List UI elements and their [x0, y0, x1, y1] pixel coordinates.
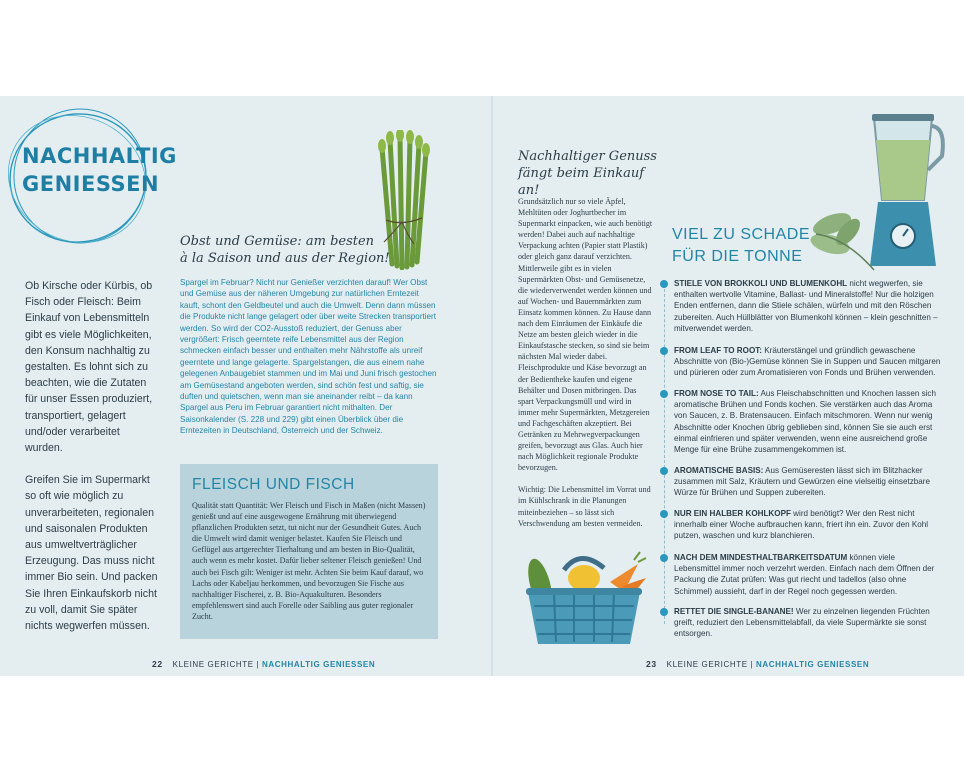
- folio-section: KLEINE GERICHTE |: [666, 660, 754, 669]
- tip-text: Kräuterstängel und gründlich gewaschene Abschnitte von (Bio-)Gemüse können Sie in Suppen und Saucen mitgaren und pürieren oder zum Aromatisieren von Fonds und Brühen verwenden.: [674, 346, 941, 378]
- heading-line: fängt beim Einkauf an!: [518, 166, 645, 198]
- tip-item: [674, 465, 942, 499]
- heading-line: Obst und Gemüse: am besten: [180, 234, 375, 249]
- shopping-text: [518, 196, 654, 529]
- box-title: FLEISCH UND FISCH: [192, 476, 355, 493]
- page-number: 22: [152, 659, 163, 669]
- title-line-2: FÜR DIE TONNE: [672, 248, 803, 265]
- tip-head: FROM LEAF TO ROOT:: [674, 346, 762, 355]
- title-line-1: NACHHALTIG: [22, 144, 177, 168]
- tip-item: [674, 388, 942, 455]
- folio-right: [646, 659, 869, 669]
- tip-head: FROM NOSE TO TAIL:: [674, 389, 759, 398]
- intro-text: [25, 278, 160, 634]
- heading-line: Nachhaltiger Genuss: [518, 149, 657, 164]
- blender-illustration: [866, 110, 946, 270]
- intro-paragraph: Greifen Sie im Supermarkt so oft wie möglich zu unverarbeiteten, regionalen und saisonalen Produkten aus umweltverträglicher Erzeugung. Das muss nicht immer Bio sein. Und packen Sie Ihren Einkaufskorb nicht zu voll, damit Sie später nichts wegwerfen müssen.: [25, 474, 158, 633]
- shopping-heading: [518, 148, 668, 199]
- tip-item: [674, 552, 942, 597]
- intro-paragraph: Ob Kirsche oder Kürbis, ob Fisch oder Fleisch: Beim Einkauf von Lebensmitteln gibt es viele Möglichkeiten, den Konsum nachhaltig zu gestalten. Es lohnt sich zu beachten, wie die Zutaten für unser Essen produziert, transportiert, gelagert und/oder verarbeitet wurden.: [25, 280, 153, 455]
- shopping-paragraph: Wichtig: Die Lebensmittel im Vorrat und im Kühlschrank in die Planungen miteinbeziehen – so lässt sich Verschwendung am besten vermeiden.: [518, 485, 651, 528]
- tips-title: [672, 224, 810, 268]
- tip-text: Aus Fleischabschnitten und Knochen lassen sich aromatische Brühen und Fonds kochen. Sie verstärken auch das Aroma von Saucen, z. B. Bratensaucen. Einfach mitschmoren. Wenn nur wenig Abschnitte oder Knochen übrig geblieben sind, können Sie sie auch erst einmal einfrieren und später verwenden, wenn eine ausreichend große Menge für eine Brühe zusammengekommen ist.: [674, 389, 936, 455]
- tip-head: NACH DEM MINDESTHALTBARKEITSDATUM: [674, 553, 848, 562]
- title-line-2: GENIESSEN: [22, 172, 160, 196]
- sage-leaves-illustration: [806, 204, 876, 274]
- tip-item: [674, 345, 942, 379]
- tip-text: können viele Lebensmittel immer noch verzehrt werden. Einfach nach dem Öffnen der Packung die Zutat prüfen: Was gut riecht und tadellos (also ohne Schimmel) aussieht, darf in der Regel noch gegessen werden.: [674, 553, 935, 596]
- vegetable-basket-illustration: [514, 550, 654, 650]
- folio-left: [152, 659, 375, 669]
- tip-text: Aus Gemüseresten lässt sich im Blitzhacker zusammen mit Salz, Kräutern und Gewürzen eine vielseitig einsetzbare Würze für Brühen und Suppen zubereiten.: [674, 466, 930, 498]
- tip-head: STIELE VON BROKKOLI UND BLUMENKOHL: [674, 279, 848, 288]
- tip-head: NUR EIN HALBER KOHLKOPF: [674, 509, 791, 518]
- season-text: Spargel im Februar? Nicht nur Genießer verzichten darauf! Wer Obst und Gemüse aus der näheren Umgebung zur natürlichen Erntezeit kauft, schont den Geldbeutel und auch die Umwelt. Denn dann müssen die Produkte nicht lange gelagert oder über weite Strecken transportiert werden. So wird der CO2-Ausstoß reduziert, der Genuss aber vergrößert: Frisch geerntete reife Lebensmittel aus der Region schmecken einfach besser und enthalten mehr Nährstoffe als unreif geerntete und lange gelagerte. Spargelstangen, die aus einem nahe gelegenen Anbaugebiet stammen und im Mai und Juni frisch gestochen am Gemüsestand angeboten werden, sind schön fest und saftig, sie duften und quietschen, wenn man sie aneinander reibt – da kann Spargel aus Peru im Februar garantiert nicht mithalten. Der Saisonkalender (S. 228 und 229) gibt einen Überblick über die Erntezeiten in Deutschland, Österreich und der Schweiz.: [180, 278, 437, 436]
- tip-head: RETTET DIE SINGLE-BANANE!: [674, 607, 794, 616]
- heading-line: à la Saison und aus der Region!: [180, 251, 390, 266]
- tip-item: [674, 606, 942, 640]
- season-heading: [180, 233, 410, 267]
- tip-text: Wer zu einzelnen liegenden Früchten greift, reduziert den Lebensmittelabfall, da viele Supermärkte sie sonst entsorgen.: [674, 607, 930, 639]
- dashed-divider: [664, 284, 665, 624]
- page-number: 23: [646, 659, 657, 669]
- box-text: Qualität statt Quantität: Wer Fleisch und Fisch in Maßen (nicht Massen) genießt und auf eine ausgewogene Ernährung mit überwiegend pflanzlichen Produkten setzt, tut nicht nur der Gesundheit Gutes. Auch die Umwelt wird damit weniger belastet. Kaufen Sie Fleisch und Geflügel aus artgerechter Tierhaltung und am besten in Bio-Qualität, auch wenn es mehr kostet. Dafür lieber seltener Fleisch genießen! Und auch bei Fisch gilt: Weniger ist mehr. Achten Sie beim Kauf darauf, wo Lachs oder Kabeljau herkommen, und bevorzugen Sie Fische aus nachhaltiger Fischerei, z. B. Bio-Aquakulturen. Besonders empfehlenswert sind auch Forelle oder Saibling aus guter regionaler Zucht.: [192, 501, 426, 621]
- tip-text: nicht wegwerfen, sie enthalten wertvolle Vitamine, Ballast- und Mineralstoffe! Nur die holzigen Enden entfernen, dann die Stiele schälen, würfeln und mit den Röschen zubereiten. Auch Hüllblätter von Blumenkohl können – klein geschnitten – mitverwendet werden.: [674, 279, 938, 333]
- page-title: [22, 142, 177, 198]
- title-line-1: VIEL ZU SCHADE: [672, 226, 810, 243]
- tip-item: [674, 278, 942, 334]
- folio-chapter: NACHHALTIG GENIESSEN: [262, 660, 376, 669]
- shopping-paragraph: Grundsätzlich nur so viele Äpfel, Mehltüten oder Joghurtbecher im Supermarkt einpacken, wie auch benötigt werden! Dabei auch auf nachhaltige Verpackung achten (Papier statt Plastik) oder gleich ganz darauf verzichten. Mittlerweile gibt es in vielen Supermärkten Obst- und Gemüsenetze, die wiederverwendet werden können und auf Wochen- und Bauernmärkten zum Einsatz kommen können. Zu Hause dann nach dem Einräumen der Einkäufe die Netze am besten gleich wieder in die Einkaufstasche stecken, so sind sie beim nächsten Mal wieder dabei. Fleischprodukte und Käse bevorzugt an der Bedientheke kaufen und eigene Behälter und Dosen mitbringen. Das spart Verpackungsmüll und wird in immer mehr Supermärkten, Metzgereien und Fachgeschäften akzeptiert. Bei Getränken zu Mehrwegverpackungen greifen, bevorzugt aus Glas. Auch hier nach Möglichkeit regionale Produkte bevorzugen.: [518, 197, 653, 473]
- folio-section: KLEINE GERICHTE |: [172, 660, 260, 669]
- folio-chapter: NACHHALTIG GENIESSEN: [756, 660, 870, 669]
- tip-item: [674, 508, 942, 542]
- gutter: [491, 96, 493, 676]
- meat-fish-box: [180, 464, 438, 639]
- book-spread: [0, 96, 964, 676]
- tip-text: wird benötigt? Wer den Rest nicht innerhalb einer Woche aufbrauchen kann, friert ihn ein. Zuvor den Kohl putzen, waschen und kurz blanchieren.: [674, 509, 929, 541]
- tip-head: AROMATISCHE BASIS:: [674, 466, 764, 475]
